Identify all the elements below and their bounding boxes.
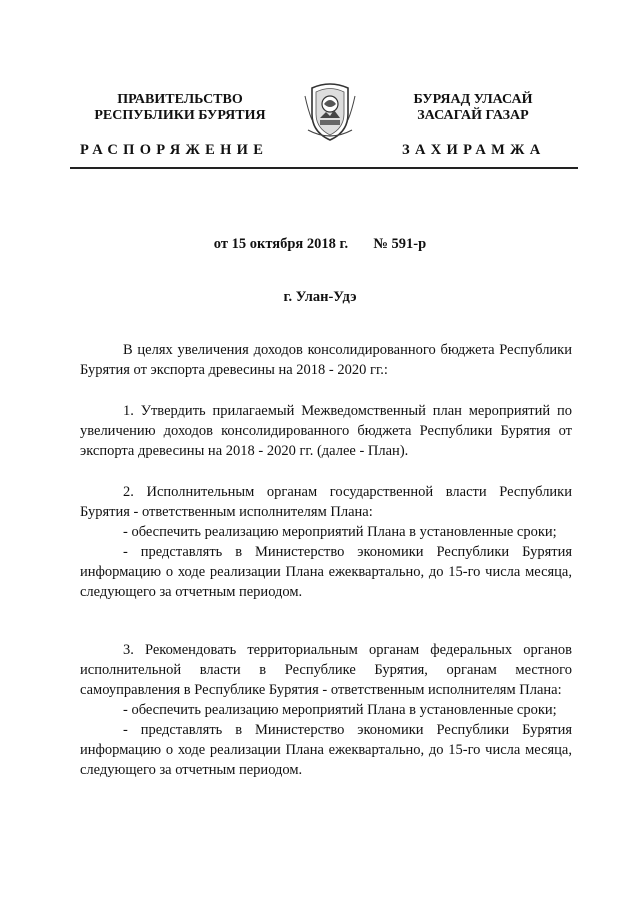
paragraph-2: 2. Исполнительным органам государственной власти Республики Бурятия - ответственным исполнителям Плана: - обеспечить реализацию мероприятий Плана в установленные сроки; - представлять в Министерство экономики Республики Бурятия информацию о ходе реализации Плана ежеквартально, до 15-го числа месяца, следующего за отчетным периодом. — [80, 484, 572, 600]
header-divider — [70, 167, 578, 169]
doc-type-left: РАСПОРЯЖЕНИЕ — [80, 142, 269, 158]
header-left-line1: ПРАВИТЕЛЬСТВО — [117, 92, 243, 107]
paragraph-3: 3. Рекомендовать территориальным органам федеральных органов исполнительной власти в Республике Бурятия, органам местного самоуправления в Республике Бурятия - ответственным исполнителям Плана: - обеспечить реализацию мероприятий Плана в установленные сроки; - представлять в Министерство экономики Республики Бурятия информацию о ходе реализации Плана ежеквартально, до 15-го числа месяца, следующего за отчетным периодом. — [80, 642, 572, 778]
paragraph-intro: В целях увеличения доходов консолидированного бюджета Республики Бурятия от экспорта древесины на 2018 - 2020 гг.: — [80, 342, 572, 378]
header-left-title — [80, 92, 280, 124]
header-left-line2: РЕСПУБЛИКИ БУРЯТИЯ — [94, 108, 266, 123]
document-number: № 591-р — [373, 236, 427, 252]
header-right-line2: ЗАСАГАЙ ГАЗАР — [417, 108, 529, 123]
paragraph-2-item-b: - представлять в Министерство экономики Республики Бурятия информацию о ходе реализации Плана ежеквартально, до 15-го числа месяца, следующего за отчетным периодом. — [80, 544, 572, 600]
coat-of-arms-icon — [302, 80, 358, 142]
paragraph-3-item-a: - обеспечить реализацию мероприятий Плана в установленные сроки; — [123, 702, 557, 718]
city: г. Улан-Удэ — [283, 289, 357, 305]
header-right-title — [378, 92, 568, 124]
paragraph-3-item-b: - представлять в Министерство экономики Республики Бурятия информацию о ходе реализации Плана ежеквартально, до 15-го числа месяца, следующего за отчетным периодом. — [80, 722, 572, 778]
document-date: от 15 октября 2018 г. — [213, 236, 349, 252]
paragraph-2-item-a: - обеспечить реализацию мероприятий Плана в установленные сроки; — [123, 524, 557, 540]
date-line — [0, 236, 640, 253]
paragraph-1: 1. Утвердить прилагаемый Межведомственный план мероприятий по увеличению доходов консолидированного бюджета Республики Бурятия от экспорта древесины на 2018 - 2020 гг. (далее - План). — [80, 403, 572, 459]
header-right-line1: БУРЯАД УЛАСАЙ — [413, 92, 533, 107]
doc-type-right: ЗАХИРАМЖА — [402, 142, 546, 158]
